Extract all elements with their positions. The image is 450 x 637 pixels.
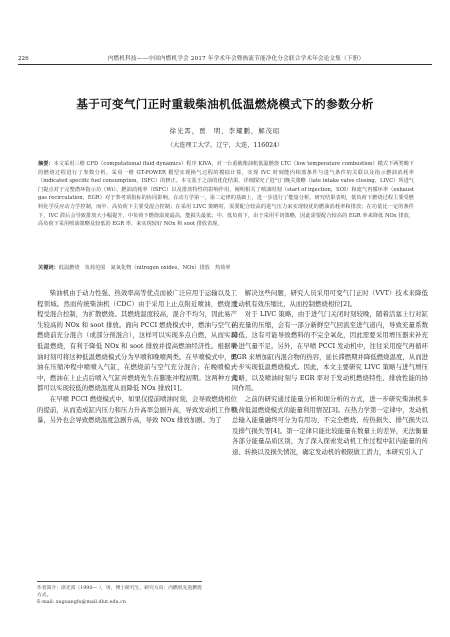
- body-paragraph: 柴油机由于动力性强、热效率高等优点而被广泛应用于运输以及工程领域。然而传统柴油机（CDC）由于采用上止点附近喷油，燃烧过程受混合控制，为扩散燃烧。其燃烧温度较高，混合不均匀，因此易产生较高的 NOx 和 soot 排放。面向 PCCI 燃烧模式中，燃油与空气在燃烧前充分混合（或部分预混合），这样可以实现多点自燃，从而实现低温燃烧，有利于降低 NOx 和 soot 排放并提高燃油经济性。根据喷油时刻可将这种低温燃烧模式分为早喷和晚喷两类。在早喷模式中，燃油在压缩冲程中喷喷入气缸，在燃烧前与空气充分混合；在晚喷模式中，燃油在上止点后喷入气缸并燃烧先生在膨胀冲程初期。这两种方式都可以实现较低的燃烧温度从而降低 NOx 排放[1]。: [37, 289, 237, 393]
- body-paragraph: 之前的研究通过能量分析和㶲分析的方式，进一步研究柴油机多负荷低温燃烧模式的能量利用情况[3]。在热力学第一定律中，发动机总输入能量融终可分为有用功、不完全燃烧、传热损失、排气损失以及排气损失等[4]。第一定律只能比较能量在数量上的差异，无法衡量各部分能量品质区别，为了深入探索发动机工作过程中缸内能量的传递、转换以及损失情况，确定发动机的极限做工潜力，本研究引入了: [232, 394, 428, 456]
- paper-title: 基于可变气门正时重载柴油机低温燃烧模式下的参数分析: [76, 97, 374, 111]
- running-header: [18, 50, 432, 65]
- author-footnote: [37, 581, 202, 607]
- keywords-text: 低温燃烧 负荷范围 氮氧化物（nitrogen oxides，NOx）排放 热效率: [58, 265, 231, 271]
- body-paragraph: 对于 LIVC 策略，由于进气门关闭时刻较晚，随着活塞上行对缸内充量的压缩，会有一部分新鲜空气回流至进气道内，导致充量系数降低，这有可能导致燃料的不完全氧化，因此需要采用增压器来补充补进气量不足。另外，在早喷 PCCI 发动机中，往往采用废气再循环 EGR 来增加缸内混合物的热容，延长滞燃期并降低燃烧温度，从而进一步实现低温燃烧模式。因此，本文主要研究 LIVC 策略与进气增压策略，以及喷油时刻与 EGR 率对于发动机燃烧特性、排放性能的协同作用。: [232, 310, 428, 393]
- affiliation: （大连理工大学，辽宁，大连，116024）: [166, 142, 284, 149]
- page-number: 226: [18, 56, 29, 62]
- footnote-email: E-mail: xuguangfu@mail.dlut.edu.cn: [37, 600, 126, 606]
- authors: 徐光霄，贾 明，李耀鹏，解茂昭: [169, 127, 281, 135]
- abstract-label: 摘要：: [38, 161, 54, 167]
- body-paragraph: 解决这些问题，研究人员采用可变气门正时（VVT）技术来降低发动机有效压缩比，从而控制燃烧相位[2]。: [232, 289, 428, 308]
- keywords-label: 关键词：: [38, 265, 59, 271]
- keywords: [38, 264, 414, 272]
- running-title: 内燃机科技——中国内燃机学会 2017 年学术年会暨热流节能净化分会联合学术年会论文集（下册）: [107, 56, 365, 62]
- footnote-bio: 作者简介：徐光霄（1990— ），男，博士研究生，研究方向：内燃机先进燃烧方式。: [37, 586, 202, 599]
- abstract: [38, 160, 414, 229]
- body-right-column: [232, 288, 428, 458]
- abstract-text: 本文采用三维 CFD（computational fluid dynamics）程序 KIVA，对一台重载柴油机低温燃烧 LTC（low temperature combustion）模式下两类晚下的燃烧过程进行了参数分析。采用一维 GT-POWER 模型实现换气过程的模拟计算，实现 IVC 时刻能内相部条件与进气条件的关联以及指示燃油消耗率（indicated specific fuel consumption，ISFC）的修正。本文基于之前的优化结果，详细探究了进气门晚关策略（late intake valve closing，LIVC）所进气门提点对于完整潜环指示功（Wi）、燃油消耗率（ISFC）以及排放特性的影响作用，阐明相关了喷油时刻（start of injection，SOI）和废气再循环率（exhaust gas recirculation，EGR）对于参考项指标的协同影响。在动力学第一，第二定律的基础上，进一步进行了能量分析。研究结果表明，低负荷下燃烧过程主要受燃料化学反应动力学控制，而中、高负荷下主要受混合控制；在采用 LIVC 策略时，需要配合较高的进气压力来实现较优的燃油消耗率和排放；在功量比一定的条件下，IVC 滞后会导致排放大小幅提升，中负荷下燃烧温度最高，能损失最低；中、低负荷下，由于采用平切策略，因此需要配合较高的 EGR 率来降低 NOx 排放，高负荷下采用喷油策略及较低的 EGR 率，来实现较好 NOx 和 soot 排放表现。: [38, 161, 414, 228]
- body-left-column: [37, 288, 237, 426]
- body-paragraph: 在早喷 PCCI 燃烧模式中，如果仅提前喷油时刻，会导致燃烧相位的提前，从而造成缸内压力和压力升高率急剧升高，导致发动机工作粗暴，另外也会导致燃烧温度急剧升高，导致 NOx 排放加剧。为了: [37, 394, 237, 425]
